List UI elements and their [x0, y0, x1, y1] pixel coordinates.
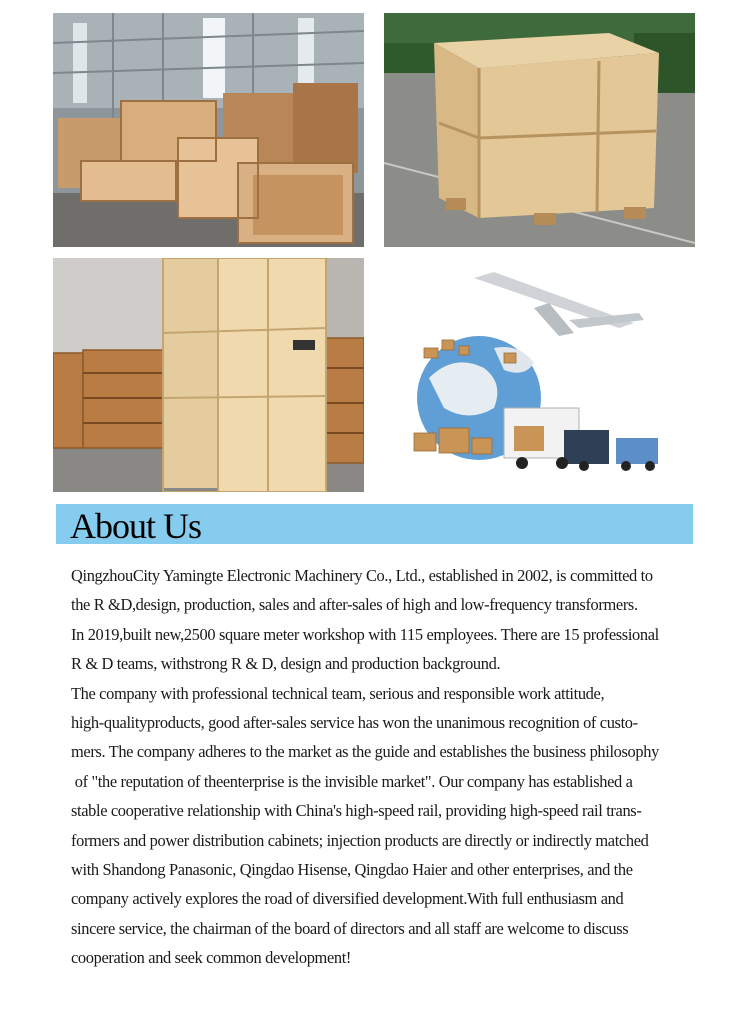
global-logistics-photo: [384, 258, 695, 492]
about-line: QingzhouCity Yamingte Electronic Machinery Co., Ltd., established in 2002, is committed to: [71, 566, 653, 585]
about-line: of "the reputation of theenterprise is the invisible market". Our company has established a: [71, 771, 633, 791]
about-line: R & D teams, withstrong R & D, design and production background.: [71, 654, 501, 674]
about-line: stable cooperative relationship with China's high-speed rail, providing high-speed rail trans-: [71, 801, 642, 821]
about-line: The company with professional technical team, serious and responsible work attitude,: [71, 683, 605, 703]
about-line: company actively explores the road of diversified development.With full enthusiasm and: [71, 889, 624, 909]
photo-grid: [53, 13, 695, 493]
about-line: mers. The company adheres to the market as the guide and establishes the business philosophy: [71, 742, 659, 762]
single-crate-photo: [384, 13, 695, 247]
about-us-header: [56, 504, 693, 544]
about-us-title: About Us: [70, 506, 202, 546]
about-us-description: [71, 561, 686, 973]
about-line: with Shandong Panasonic, Qingdao Hisense, Qingdao Haier and other enterprises, and the: [71, 860, 633, 880]
about-line: sincere service, the chairman of the board of directors and all staff are welcome to discuss: [71, 918, 629, 938]
about-line: formers and power distribution cabinets; injection products are directly or indirectly matched: [71, 830, 649, 850]
about-line: the R &D,design, production, sales and after-sales of high and low-frequency transformers.: [71, 595, 638, 615]
about-line: In 2019,built new,2500 square meter workshop with 115 employees. There are 15 professional: [71, 624, 659, 644]
warehouse-crates-photo: [53, 13, 364, 247]
about-line: high-qualityproducts, good after-sales service has won the unanimous recognition of custo-: [71, 713, 638, 733]
stacked-crates-photo: [53, 258, 364, 492]
about-line: cooperation and seek common development!: [71, 948, 352, 968]
